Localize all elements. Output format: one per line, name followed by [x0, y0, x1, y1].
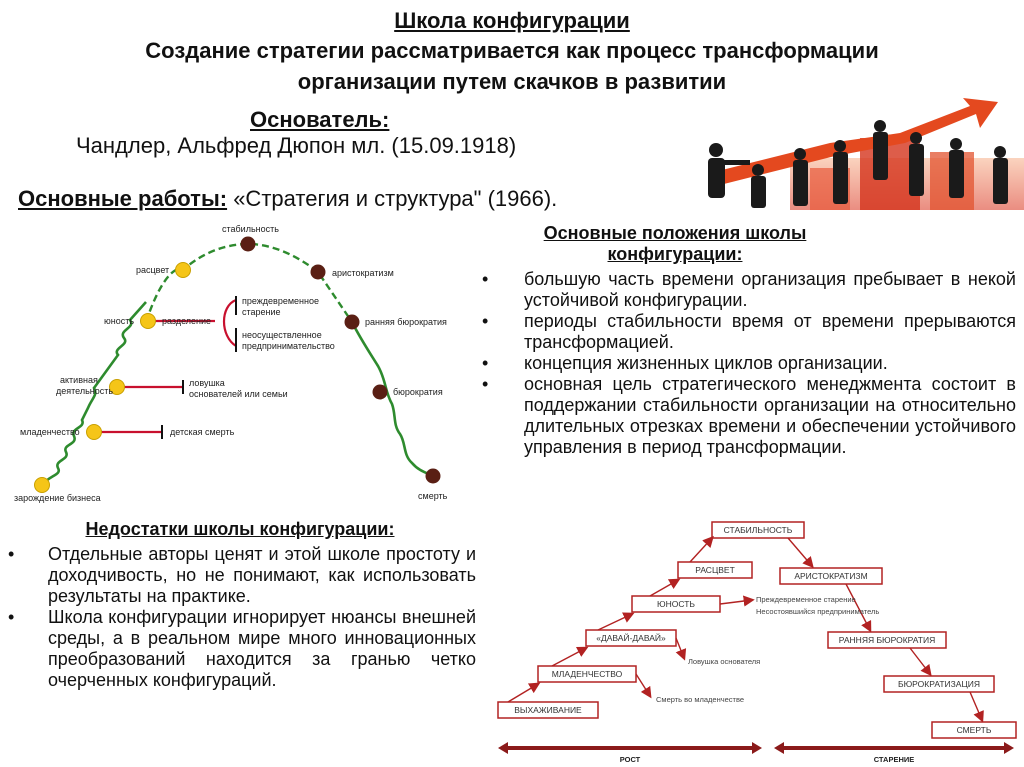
node-infancy — [87, 425, 102, 440]
positions-item: • основная цель стратегического менеджмента состоит в поддержании стабильности организации на относительно длительных отрезках времени и обеспечении устойчивого управления в период трансформации. — [482, 374, 1016, 457]
stage-youth: ЮНОСТЬ — [657, 599, 695, 609]
page-subtitle-1: Создание стратегии рассматривается как процесс трансформации — [145, 38, 879, 63]
stage-bureaucratization: БЮРОКРАТИЗАЦИЯ — [898, 679, 980, 689]
note-trap: Ловушка основателя — [688, 657, 761, 666]
drawbacks-item: • Школа конфигурации игнорирует нюансы внешней среды, а в реальном мире много инновационных преобразований находится за гранью четко очерченных конфигураций. — [8, 607, 476, 690]
positions-title-2: конфигурации: — [607, 244, 743, 264]
label-unrealized-1: неосуществленное — [242, 330, 322, 340]
node-stability — [241, 237, 256, 252]
label-bureaucracy: бюрократия — [393, 387, 443, 397]
label-division: разделение — [162, 316, 212, 326]
drawbacks-item: • Отдельные авторы ценят и этой школе простоту и доходчивость, но не понимают, как использовать результаты на практике. — [8, 544, 476, 606]
drawbacks-title: Недостатки школы конфигурации: — [85, 519, 395, 539]
stage-early-bureaucracy: РАННЯЯ БЮРОКРАТИЯ — [838, 635, 936, 645]
works-line — [18, 186, 557, 212]
label-infant-death: детская смерть — [170, 427, 235, 437]
axis-aging-arrow — [774, 742, 1014, 754]
label-death: смерть — [418, 491, 448, 501]
positions-title-1: Основные положения школы — [543, 223, 807, 243]
business-growth-illustration — [680, 98, 1024, 210]
node-death — [426, 469, 441, 484]
label-stability: стабильность — [222, 224, 279, 234]
node-birth — [35, 478, 50, 493]
node-bloom — [176, 263, 191, 278]
node-early-bureaucracy — [345, 315, 360, 330]
works-label: Основные работы: — [18, 186, 228, 211]
stage-aristocracy: АРИСТОКРАТИЗМ — [794, 571, 868, 581]
label-active-2: деятельность — [56, 386, 114, 396]
note-infant-death: Смерть во младенчестве — [656, 695, 745, 704]
label-youth: юность — [104, 316, 135, 326]
works-text: «Стратегия и структура" (1966). — [227, 186, 558, 211]
lifecycle-curve-diagram — [0, 220, 470, 510]
founder-label: Основатель: — [250, 107, 390, 132]
label-premature-2: старение — [242, 307, 281, 317]
label-infancy: младенчество — [20, 427, 80, 437]
stage-diagram — [490, 518, 1024, 767]
node-aristocracy — [311, 265, 326, 280]
founder-name: Чандлер, Альфред Дюпон мл. (15.09.1918) — [76, 133, 517, 158]
stage-infancy: МЛАДЕНЧЕСТВО — [551, 669, 623, 679]
label-unrealized-2: предпринимательство — [242, 341, 335, 351]
label-early-bureaucracy: ранняя бюрократия — [365, 317, 447, 327]
axis-growth-label: РОСТ — [619, 755, 641, 764]
axis-aging-label: СТАРЕНИЕ — [873, 755, 915, 764]
curve-decline-spring — [352, 322, 433, 476]
page-subtitle-2: организации путем скачков в развитии — [297, 69, 727, 94]
page-title: Школа конфигурации — [394, 8, 630, 33]
stage-go-go: «ДАВАЙ-ДАВАЙ» — [596, 633, 666, 643]
positions-item: • концепция жизненных циклов организации. — [482, 353, 888, 373]
stage-bloom: РАСЦВЕТ — [695, 565, 735, 575]
positions-item: • большую часть времени организация пребывает в некой устойчивой конфигурации. — [482, 269, 1016, 310]
note-premature: Преждевременное старение — [756, 595, 856, 604]
label-aristocracy: аристократизм — [332, 268, 394, 278]
label-bloom: расцвет — [136, 265, 170, 275]
node-bureaucracy — [373, 385, 388, 400]
positions-item: • периоды стабильности время от времени прерываются трансформацией. — [482, 311, 1016, 352]
stage-stability: СТАБИЛЬНОСТЬ — [723, 525, 793, 535]
label-founder-trap-1: ловушка — [189, 378, 225, 388]
note-unrealized: Несостоявшийся предприниматель — [756, 607, 880, 616]
label-founder-trap-2: основателей или семьи — [189, 389, 288, 399]
drawbacks-list — [8, 544, 476, 691]
positions-list — [482, 269, 1016, 458]
stage-survival: ВЫХАЖИВАНИЕ — [514, 705, 582, 715]
label-premature-1: преждевременное — [242, 296, 319, 306]
label-birth: зарождение бизнеса — [14, 493, 101, 503]
node-youth — [141, 314, 156, 329]
label-active-1: активная — [60, 375, 98, 385]
stage-death: СМЕРТЬ — [956, 725, 992, 735]
axis-growth-arrow — [498, 742, 762, 754]
